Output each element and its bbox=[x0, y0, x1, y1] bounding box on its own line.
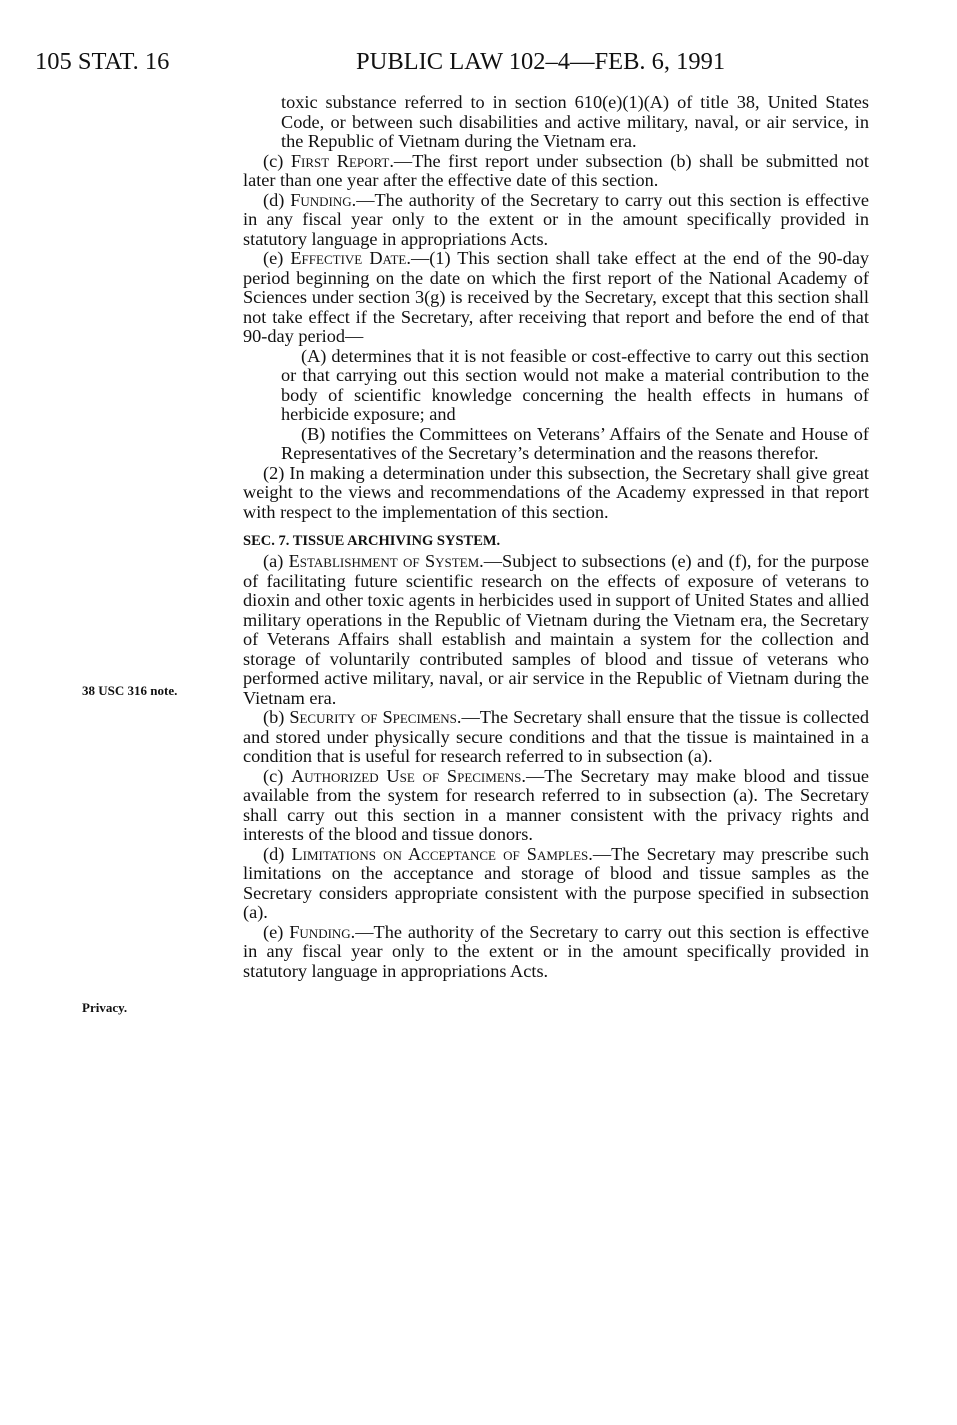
subsection-text: —(1) This section shall take effect at the end of the 90-day period beginning on the date on which the first report of the National Academy of Sciences under section 3(g) is received by the Secretary, except that this section shall not take effect if the Secretary, after receiving that report and before the end of that 90-day period— bbox=[243, 248, 869, 346]
clause-A: (A) determines that it is not feasible or cost-effective to carry out this section or that carrying out this section would not make a material contribution to the body of scientific knowledge concerning the health effects in humans of herbicide exposure; and bbox=[281, 345, 869, 424]
subsection-text: —The authority of the Secretary to carry out this section is effective in any fiscal year only to the extent or in the amount specifically provided in statutory language in appropriations Acts. bbox=[243, 921, 869, 981]
section-7-heading: SEC. 7. TISSUE ARCHIVING SYSTEM. bbox=[243, 533, 501, 549]
subsection-text: —The Secretary may prescribe such limitations on the acceptance and storage of blood and tissue samples as the Secretary considers appropriate consistent with the purpose specified in subsection (a). bbox=[243, 843, 869, 922]
subsection-label: (d) bbox=[263, 189, 285, 210]
subsection-label: (c) bbox=[263, 150, 284, 171]
paragraph-2: (2) In making a determination under this subsection, the Secretary shall give great weight to the views and recommendations of the Academy expressed in that report with respect to the implementation of this section. bbox=[243, 462, 869, 522]
sec7-subsection-c bbox=[243, 767, 869, 845]
page-reference: 105 STAT. 16 bbox=[35, 48, 170, 75]
subsection-heading: Funding. bbox=[289, 921, 356, 942]
sec7-subsection-b bbox=[243, 708, 869, 767]
subsection-c-first-report bbox=[243, 152, 869, 191]
subsection-text: —The authority of the Secretary to carry out this section is effective in any fiscal year only to the extent or in the amount specifically provided in statutory language in appropriations Acts. bbox=[243, 189, 869, 249]
usc-margin-note: 38 USC 316 note. bbox=[82, 683, 178, 698]
subsection-heading: First Report. bbox=[290, 150, 394, 171]
subsection-heading: Security of Specimens. bbox=[289, 707, 462, 727]
subsection-heading: Establishment of System. bbox=[288, 551, 484, 571]
body-text bbox=[243, 93, 869, 981]
subsection-text: —The Secretary shall ensure that the tissue is collected and stored under physically secure conditions and that the tissue is maintained in a condition that is useful for research referred to in subsection (a). bbox=[243, 707, 869, 766]
subsection-text: —The first report under subsection (b) shall be submitted not later than one year after the effective date of this section. bbox=[243, 150, 870, 190]
continued-paragraph: toxic substance referred to in section 610(e)(1)(A) of title 38, United States Code, or between such disabilities and active military, naval, or air service, in the Republic of Vietnam during the Vietnam era. bbox=[281, 92, 869, 151]
sec7-subsection-a bbox=[243, 552, 869, 708]
clause-B: (B) notifies the Committees on Veterans’ Affairs of the Senate and House of Representatives of the Secretary’s determination and the reasons therefor. bbox=[281, 423, 869, 463]
sec7-subsection-e bbox=[243, 923, 869, 982]
subsection-heading: Funding. bbox=[290, 189, 357, 210]
subsection-text: —The Secretary may make blood and tissue available from the system for research referred to in subsection (a). The Secretary shall carry out this section in a manner consistent with the privacy rights and interests of the blood and tissue donors. bbox=[243, 765, 869, 844]
law-reference: PUBLIC LAW 102–4—FEB. 6, 1991 bbox=[356, 48, 726, 75]
subsection-label: (e) bbox=[263, 248, 284, 268]
privacy-margin-note: Privacy. bbox=[82, 1000, 128, 1015]
subsection-label: (b) bbox=[263, 707, 285, 727]
subsection-label: (d) bbox=[263, 843, 285, 864]
subsection-label: (e) bbox=[263, 921, 284, 942]
subsection-heading: Authorized Use of Specimens. bbox=[291, 765, 526, 786]
subsection-label: (c) bbox=[263, 765, 284, 786]
subsection-label: (a) bbox=[263, 551, 284, 571]
subsection-text: —Subject to subsections (e) and (f), for the purpose of facilitating future scientific research on the effects of exposure of veterans to dioxin and other toxic agents in herbicides used in support of United States and allied military operations in the Republic of Vietnam during the Vietnam era, the Secretary of Veterans Affairs shall establish and maintain a system for the collection and storage of voluntarily contributed samples of blood and tissue of veterans who performed active military, naval, or air service in the Republic of Vietnam during the Vietnam era. bbox=[243, 551, 869, 708]
subsection-heading: Effective Date. bbox=[290, 248, 411, 268]
subsection-heading: Limitations on Acceptance of Samples. bbox=[291, 843, 593, 864]
sec7-subsection-d bbox=[243, 845, 869, 923]
subsection-e-effective-date bbox=[243, 249, 869, 347]
subsection-d-funding bbox=[243, 191, 869, 250]
